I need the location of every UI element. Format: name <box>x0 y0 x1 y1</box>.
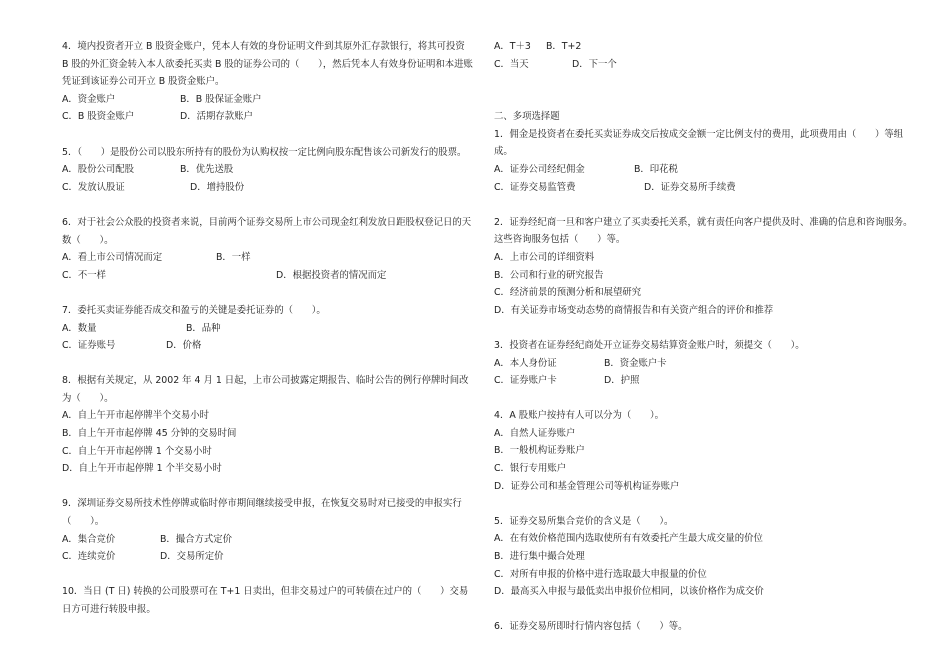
options-row <box>494 372 914 390</box>
option-d: D．根据投资者的情况而定 <box>276 269 387 281</box>
multi-question-3 <box>494 337 914 390</box>
option-b: B．自上午开市起停牌 45 分钟的交易时间 <box>62 428 237 440</box>
question-stem: 9．深圳证券交易所技术性停牌或临时停市期间继续接受申报，在恢复交易时对已接受的申报实行（ ）。 <box>62 498 462 528</box>
option-d: D．自上午开市起停牌 1 个半交易小时 <box>62 463 222 475</box>
option-c: C．证券账号 <box>62 340 116 352</box>
question-7 <box>62 302 474 355</box>
options-row <box>494 161 914 179</box>
option-a: A．数量 <box>62 322 97 334</box>
question-stem: 5．（ ）是股份公司以股东所持有的股份为认购权按一定比例向股东配售该公司新发行的股票。 <box>62 146 467 158</box>
options-row <box>62 179 474 197</box>
options-row <box>62 267 474 285</box>
option-b: B．撮合方式定价 <box>160 533 233 545</box>
option-c: C．当天 <box>494 58 529 70</box>
option-c: C．B 股资金账户 <box>62 111 135 123</box>
question-stem: 8．根据有关规定，从 2002 年 4 月 1 日起，上市公司披露定期报告、临时公告的例行停牌时间改为（ ）。 <box>62 375 469 404</box>
option-c: C．证券账户卡 <box>494 375 557 387</box>
option-d: D．有关证券市场变动态势的商情报告和有关资产组合的评价和推荐 <box>494 304 774 316</box>
multi-question-6 <box>494 618 914 636</box>
options-row <box>62 320 474 338</box>
question-stem: 3．投资者在证券经纪商处开立证券交易结算资金账户时，须提交（ ）。 <box>494 339 805 351</box>
option-a: A．资金账户 <box>62 93 116 105</box>
option-b: B．一般机构证券账户 <box>494 445 585 457</box>
option-a: A．股份公司配股 <box>62 164 135 176</box>
option-c: C．银行专用账户 <box>494 463 567 475</box>
options-row <box>494 38 914 56</box>
option-a: A．集合竞价 <box>62 533 116 545</box>
option-c: C．证券交易监管费 <box>494 181 576 193</box>
options-row <box>62 161 474 179</box>
option-c: C．经济前景的预测分析和展望研究 <box>494 287 642 299</box>
option-a: A．自然人证券账户 <box>494 427 576 439</box>
options-row <box>494 179 914 197</box>
question-6 <box>62 214 474 284</box>
option-b: B．进行集中撮合处理 <box>494 551 585 563</box>
option-c: C．自上午开市起停牌 1 个交易小时 <box>62 445 212 457</box>
options-row <box>62 249 474 267</box>
option-b: B．T+2 <box>546 41 582 52</box>
multi-question-2 <box>494 214 914 320</box>
question-stem: 6．对于社会公众股的投资者来说，目前两个证券交易所上市公司现金红利发放日距股权登记日的天数（ ）。 <box>62 216 472 246</box>
options-row <box>62 108 474 126</box>
question-stem: 2．证券经纪商一旦和客户建立了买卖委托关系，就有责任向客户提供及时、准确的信息和咨询服务。这些咨询服务包括（ ）等。 <box>494 216 913 246</box>
question-stem: 4．A 股账户按持有人可以分为（ ）。 <box>494 410 665 422</box>
multi-question-1 <box>494 126 914 196</box>
option-c: C．不一样 <box>62 269 107 281</box>
question-stem: 7．委托买卖证券能否成交和盈亏的关键是委托证券的（ ）。 <box>62 304 326 316</box>
question-4 <box>62 38 474 126</box>
option-d: D．证券交易所手续费 <box>644 181 736 193</box>
question-stem: 4．境内投资者开立 B 股资金账户，凭本人有效的身份证明文件到其原外汇存款银行，将其可投资 B 股的外汇资金转入本人欲委托买卖 B 股的证券公司的（ ），然后凭本人有效身份证明和本进账凭证到该证券公司开立 B 股资金账户。 <box>62 41 473 88</box>
question-stem: 6．证券交易所即时行情内容包括（ ）等。 <box>494 621 688 633</box>
left-column <box>62 38 474 636</box>
option-d: D．证券公司和基金管理公司等机构证券账户 <box>494 480 680 492</box>
section-heading: 二、多项选择题 <box>494 111 560 123</box>
right-column <box>494 38 914 654</box>
option-a: A．证券公司经纪佣金 <box>494 163 585 175</box>
option-a: A．在有效价格范围内选取使所有有效委托产生最大成交量的价位 <box>494 533 763 545</box>
option-b: B．优先送股 <box>180 164 234 176</box>
option-b: B．B 股保证金账户 <box>180 93 262 105</box>
option-a: A．T＋3 <box>494 41 531 52</box>
options-row <box>62 531 474 549</box>
question-5 <box>62 144 474 197</box>
option-c: C．对所有申报的价格中进行选取最大申报量的价位 <box>494 568 707 580</box>
multi-question-4 <box>494 407 914 495</box>
option-c: C．连续竞价 <box>62 551 116 563</box>
option-d: D．下一个 <box>572 58 617 70</box>
option-d: D．最高买入申报与最低卖出申报价位相同，以该价格作为成交价 <box>494 586 764 598</box>
option-d: D．交易所定价 <box>160 551 224 563</box>
option-b: B．公司和行业的研究报告 <box>494 269 604 281</box>
option-c: C．发放认股证 <box>62 181 125 193</box>
options-row <box>62 548 474 566</box>
option-b: B．资金账户卡 <box>604 357 667 369</box>
question-stem: 10．当日 (T 日) 转换的公司股票可在 T+1 日卖出，但非交易过户的可转债在过户的（ ）交易日方可进行转股申报。 <box>62 586 469 615</box>
question-10-options <box>494 38 914 73</box>
options-row <box>494 355 914 373</box>
question-10 <box>62 583 474 618</box>
options-row <box>62 337 474 355</box>
option-a: A．本人身份证 <box>494 357 557 369</box>
option-b: B．一样 <box>216 252 251 264</box>
question-stem: 5．证券交易所集合竞价的含义是（ ）。 <box>494 515 674 527</box>
option-d: D．增持股份 <box>190 181 245 193</box>
question-8 <box>62 372 474 478</box>
option-a: A．看上市公司情况而定 <box>62 252 163 264</box>
question-stem: 1．佣金是投资者在委托买卖证券成交后按成交金额一定比例支付的费用，此项费用由（ ）等组成。 <box>494 128 904 158</box>
options-row <box>62 91 474 109</box>
option-a: A．上市公司的详细资料 <box>494 251 595 263</box>
multi-question-5 <box>494 513 914 601</box>
options-row <box>494 56 914 74</box>
option-b: B．印花税 <box>634 163 678 175</box>
option-a: A．自上午开市起停牌半个交易小时 <box>62 410 210 422</box>
option-d: D．活期存款账户 <box>180 111 253 123</box>
option-d: D．价格 <box>166 340 202 352</box>
option-b: B．品种 <box>186 322 221 334</box>
option-d: D．护照 <box>604 375 640 387</box>
question-9 <box>62 495 474 565</box>
